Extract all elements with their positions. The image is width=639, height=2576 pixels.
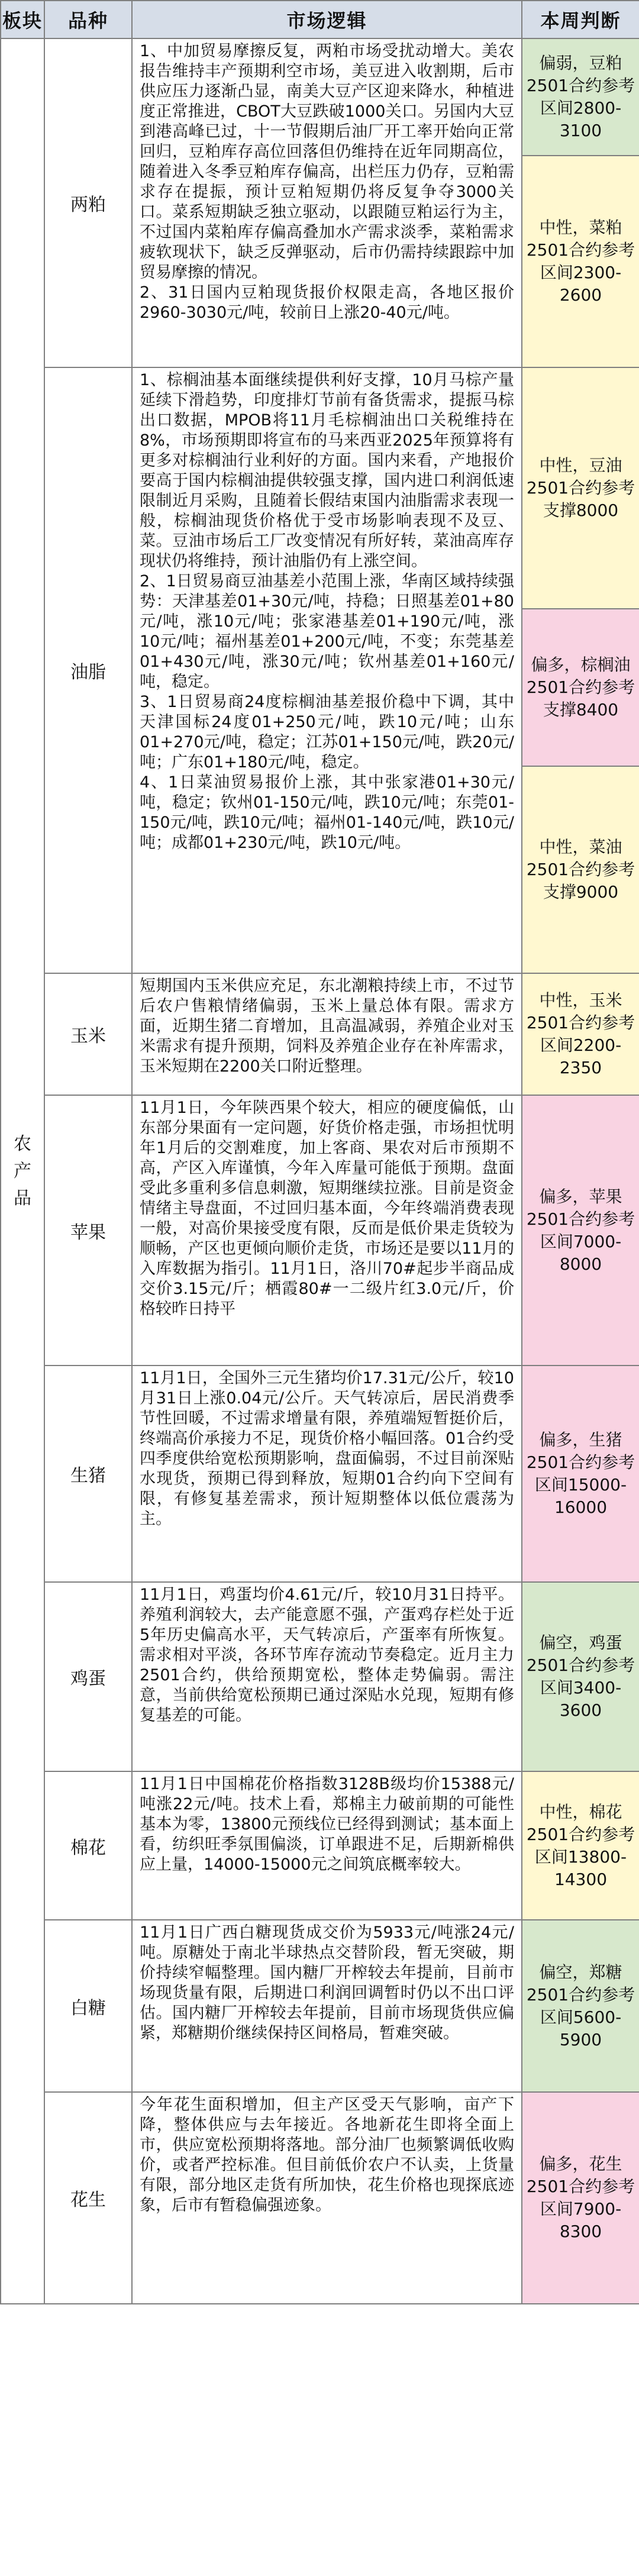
table-row xyxy=(1,1095,639,1366)
logic-cell xyxy=(132,1582,522,1771)
header-logic: 市场逻辑 xyxy=(132,1,522,38)
judgment-cell: 偏多，棕榈油2501合约参考支撑8400 xyxy=(522,609,639,766)
table-row xyxy=(1,1920,639,2092)
table-row xyxy=(1,1771,639,1920)
logic-paragraph: 短期国内玉米供应充足，东北潮粮持续上市，不过节后农户售粮情绪偏弱，玉米上量总体有限。需求方面，近期生猪二育增加，且高温减弱，养殖企业对玉米需求有提升预期，饲料及养殖企业存在补库需求，玉米短期在2200关口附近整理。 xyxy=(140,977,514,1076)
table-row xyxy=(1,38,639,156)
judgment-cell: 偏多，苹果2501合约参考区间7000-8000 xyxy=(522,1095,639,1366)
variety-cell: 两粕 xyxy=(44,38,132,367)
header-variety: 品种 xyxy=(44,1,132,38)
judgment-cell: 中性，豆油2501合约参考支撑8000 xyxy=(522,367,639,609)
variety-cell: 玉米 xyxy=(44,973,132,1095)
variety-cell: 苹果 xyxy=(44,1095,132,1366)
judgment-cell: 偏空，鸡蛋2501合约参考区间3400-3600 xyxy=(522,1582,639,1771)
judgment-cell: 偏多，生猪2501合约参考区间15000-16000 xyxy=(522,1366,639,1582)
logic-cell xyxy=(132,38,522,367)
table-body xyxy=(1,38,639,2304)
logic-paragraph: 2、1日贸易商豆油基差小范围上涨，华南区域持续强势：天津基差01+30元/吨，持稳；日照基差01+80元/吨，涨10元/吨；张家港基差01+190元/吨，涨10元/吨；福州基差01+200元/吨，不变；东莞基差01+430元/吨，涨30元/吨；钦州基差01+160元/吨，稳定。 xyxy=(140,572,514,691)
logic-cell xyxy=(132,1920,522,2092)
variety-cell: 生猪 xyxy=(44,1366,132,1582)
logic-paragraph: 11月1日中国棉花价格指数3128B级均价15388元/吨涨22元/吨。技术上看，郑棉主力破前期的可能性基本为零，13800元预线位已经得到测试；基本面上看，纺织旺季氛围偏淡，订单跟进不足，后期新棉供应上量，14000-15000元之间筑底概率较大。 xyxy=(140,1775,514,1874)
logic-cell xyxy=(132,2092,522,2304)
logic-paragraph: 今年花生面积增加，但主产区受天气影响，亩产下降，整体供应与去年接近。各地新花生即将全面上市，供应宽松预期将落地。部分油厂也频繁调低收购价，或者严控标准。但目前低价农户不认卖，上货量有限，部分地区走货有所加快，花生价格也现探底迹象，后市有暂稳偏强迹象。 xyxy=(140,2096,514,2215)
table-row xyxy=(1,1582,639,1771)
variety-cell: 花生 xyxy=(44,2092,132,2304)
table-row xyxy=(1,367,639,609)
logic-paragraph: 4、1日菜油贸易报价上涨，其中张家港01+30元/吨，稳定；钦州01-150元/吨，跌10元/吨；东莞01-150元/吨，跌10元/吨；福州01-140元/吨，跌10元/吨；成都01+230元/吨，跌10元/吨。 xyxy=(140,773,514,852)
judgment-cell: 中性，菜粕2501合约参考区间2300-2600 xyxy=(522,156,639,367)
header-judgment: 本周判断 xyxy=(522,1,639,38)
sector-label: 农产品 xyxy=(14,1133,31,1209)
logic-paragraph: 2、31日国内豆粕现货报价权限走高，各地区报价2960-3030元/吨，较前日上涨20-40元/吨。 xyxy=(140,283,514,322)
table-row xyxy=(1,2092,639,2304)
sector-cell xyxy=(1,38,44,2304)
judgment-cell: 中性，玉米2501合约参考区间2200-2350 xyxy=(522,973,639,1095)
variety-cell: 鸡蛋 xyxy=(44,1582,132,1771)
logic-cell xyxy=(132,1366,522,1582)
judgment-cell: 中性，棉花2501合约参考区间13800-14300 xyxy=(522,1771,639,1920)
logic-cell xyxy=(132,367,522,973)
table-row xyxy=(1,973,639,1095)
judgment-cell: 偏多，花生2501合约参考区间7900-8300 xyxy=(522,2092,639,2304)
variety-cell: 白糖 xyxy=(44,1920,132,2092)
logic-cell xyxy=(132,1771,522,1920)
logic-paragraph: 11月1日广西白糖现货成交价为5933元/吨涨24元/吨。原糖处于南北半球热点交替阶段，暂无突破，期价持续窄幅整理。国内糖厂开榨较去年提前，目前市场现货量有限，后期进口利润回调暂时仍以不出口评估。国内糖厂开榨较去年提前，目前市场现货供应偏紧，郑糖期价继续保持区间格局，暂难突破。 xyxy=(140,1923,514,2042)
variety-cell: 棉花 xyxy=(44,1771,132,1920)
logic-paragraph: 11月1日，鸡蛋均价4.61元/斤，较10月31日持平。养殖利润较大，去产能意愿不强，产蛋鸡存栏处于近5年历史偏高水平，天气转凉后，产蛋率有所恢复。需求相对平淡，各环节库存流动节奏稳定。近月主力2501合约，供给预期宽松，整体走势偏弱。需注意，当前供给宽松预期已通过深贴水兑现，短期有修复基差的可能。 xyxy=(140,1586,514,1725)
header-sector: 板块 xyxy=(1,1,44,38)
table-row xyxy=(1,1366,639,1582)
logic-paragraph: 11月1日，今年陕西果个较大，相应的硬度偏低，山东部分果面有一定问题，好货价格走强，市场担忧明年1月后的交割难度，加上客商、果农对后市预期不高，产区入库谨慎，今年入库量可能低于预期。盘面受此多重利多信息刺激，短期继续拉涨。目前是资金情绪主导盘面，不过回归基本面，今年终端消费表现一般，对高价果接受度有限，反而是低价果走货较为顺畅，产区也更倾向顺价走货，市场还是要以11月的入库数据为指引。11月1日，洛川70#起步半商品成交价3.15元/斤；栖霞80#一二级片红3.0元/斤，价格较昨日持平 xyxy=(140,1099,514,1318)
logic-paragraph: 3、1日贸易商24度棕榈油基差报价稳中下调，其中天津国标24度01+250元/吨，跌10元/吨；山东01+270元/吨，稳定；江苏01+150元/吨，跌20元/吨；广东01+180元/吨，稳定。 xyxy=(140,693,514,771)
logic-cell xyxy=(132,1095,522,1366)
logic-paragraph: 11月1日，全国外三元生猪均价17.31元/公斤，较10月31日上涨0.04元/公斤。天气转凉后，居民消费季节性回暖，不过需求增量有限，养殖端短暂挺价后，终端高价承接力不足，现货价格小幅回落。01合约受四季度供给宽松预期影响，盘面偏弱，不过目前深贴水现货，预期已得到释放，短期01合约向下空间有限，有修复基差需求，预计短期整体以低位震荡为主。 xyxy=(140,1369,514,1528)
judgment-cell: 中性，菜油2501合约参考支撑9000 xyxy=(522,766,639,973)
judgment-cell: 偏弱，豆粕2501合约参考区间2800-3100 xyxy=(522,38,639,156)
logic-paragraph: 1、中加贸易摩擦反复，两粕市场受扰动增大。美农报告维持丰产预期利空市场，美豆进入收割期，后市供应压力逐渐凸显，南美大豆产区迎来降水，种植进度正常推进，CBOT大豆跌破1000关口。另国内大豆到港高峰已过，十一节假期后油厂开工率开始向正常回归，豆粕库存高位回落但仍维持在近年同期高位，随着进入冬季豆粕库存偏高，出栏压力仍存，豆粕需求存在提振，预计豆粕短期仍将反复争夺3000关口。菜系短期缺乏独立驱动，以跟随豆粕运行为主，不过国内菜粕库存偏高叠加水产需求淡季，菜粕需求疲软现状下，缺乏反弹驱动，后市仍需持续跟踪中加贸易摩擦的情况。 xyxy=(140,42,514,282)
logic-paragraph: 1、棕榈油基本面继续提供利好支撑，10月马棕产量延续下滑趋势，印度排灯节前有备货需求，提振马棕出口数据，MPOB将11月毛棕榈油出口关税维持在8%，市场预期即将宣布的马来西亚2025年预算将有更多对棕榈油行业利好的方面。国内来看，产地报价要高于国内棕榈油提供较强支撑，国内进口利润低速限制近月采购，且随着长假结束国内油脂需求表现一般，棕榈油现货价格优于受市场影响表现不及豆、菜。豆油市场后工厂改变情况有所好转，菜油高库存现状仍将维持，预计油脂仍有上涨空间。 xyxy=(140,371,514,570)
variety-cell: 油脂 xyxy=(44,367,132,973)
judgment-cell: 偏空，郑糖2501合约参考区间5600-5900 xyxy=(522,1920,639,2092)
header-row xyxy=(1,1,639,38)
logic-cell xyxy=(132,973,522,1095)
